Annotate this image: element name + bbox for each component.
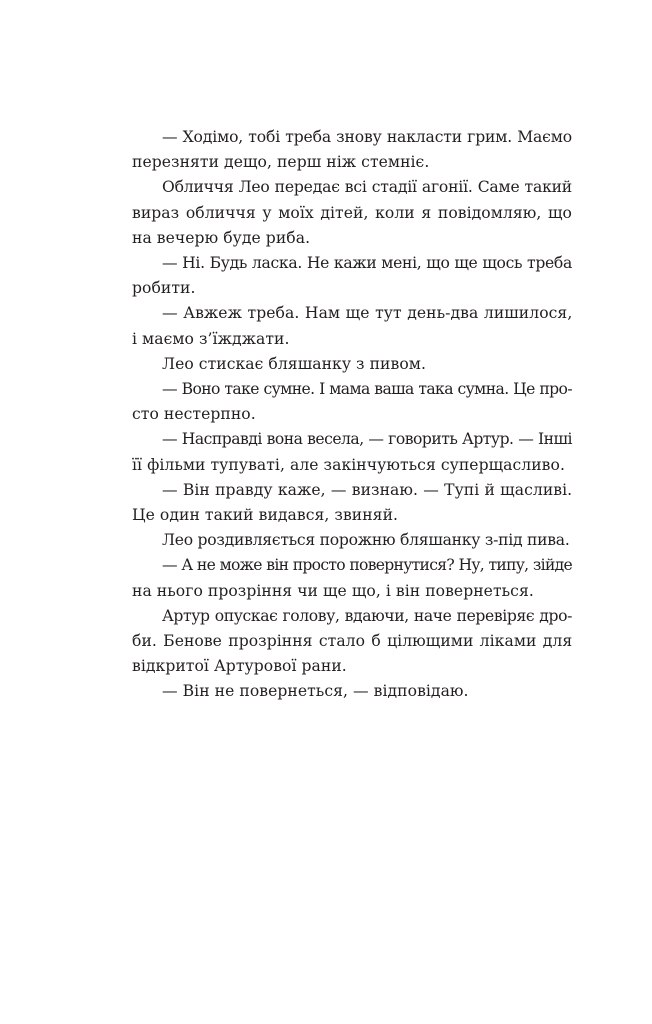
- paragraph: [132, 604, 572, 680]
- text-line: — Ходімо, тобі треба знову накласти грим. Маємо: [162, 128, 572, 146]
- body-text: [132, 125, 572, 705]
- text-line: її фільми тупуваті, але закінчуються суперщасливо.: [132, 455, 565, 474]
- paragraph: [132, 553, 572, 603]
- text-line: — Насправді вона весела, — говорить Артур. — Інші: [162, 430, 572, 449]
- text-line: на вечерю буде риба.: [132, 228, 311, 247]
- paragraph: [132, 679, 572, 704]
- text-line: — Він правду каже, — визнаю. — Тупі й щасливі.: [162, 480, 573, 499]
- text-line: — Він не повернеться, — відповідаю.: [162, 682, 469, 701]
- text-line: — Авжеж треба. Нам ще тут день-два лишилося,: [162, 304, 573, 323]
- paragraph: [132, 251, 572, 301]
- text-line: би. Бенове прозріння стало б цілющими ліками для: [132, 632, 573, 651]
- paragraph: [132, 175, 572, 251]
- text-line: робити.: [132, 279, 196, 298]
- text-line: — Ні. Будь ласка. Не кажи мені, що ще щось треба: [162, 254, 572, 273]
- text-line: відкритої Артурової рани.: [132, 657, 347, 676]
- text-line: — А не може він просто повернутися? Ну, типу, зійде: [162, 556, 572, 575]
- text-line: і маємо з’їжджати.: [132, 329, 290, 348]
- text-line: Лео стискає бляшанку з пивом.: [162, 354, 426, 373]
- text-line: вираз обличчя у моїх дітей, коли я повідомляю, що: [132, 203, 572, 222]
- paragraph: [132, 352, 572, 377]
- paragraph: [132, 301, 572, 351]
- paragraph: [132, 528, 572, 553]
- paragraph: [132, 377, 572, 427]
- text-line: Це один такий видався, звиняй.: [132, 506, 399, 525]
- paragraph: [132, 125, 572, 175]
- text-line: Лео роздивляється порожню бляшанку з-під пива.: [162, 531, 570, 550]
- text-line: Обличчя Лео передає всі стадії агонії. Саме такий: [162, 178, 572, 197]
- paragraph: [132, 427, 572, 477]
- text-line: перезняти дещо, перш ніж стемніє.: [132, 153, 430, 172]
- text-line: сто нестерпно.: [132, 405, 256, 424]
- text-line: на нього прозріння чи ще що, і він повернеться.: [132, 581, 534, 600]
- text-line: — Воно таке сумне. І мама ваша така сумна. Це про-: [162, 380, 572, 399]
- paragraph: [132, 478, 572, 528]
- text-line: Артур опускає голову, вдаючи, наче перевіряє дро-: [162, 606, 572, 625]
